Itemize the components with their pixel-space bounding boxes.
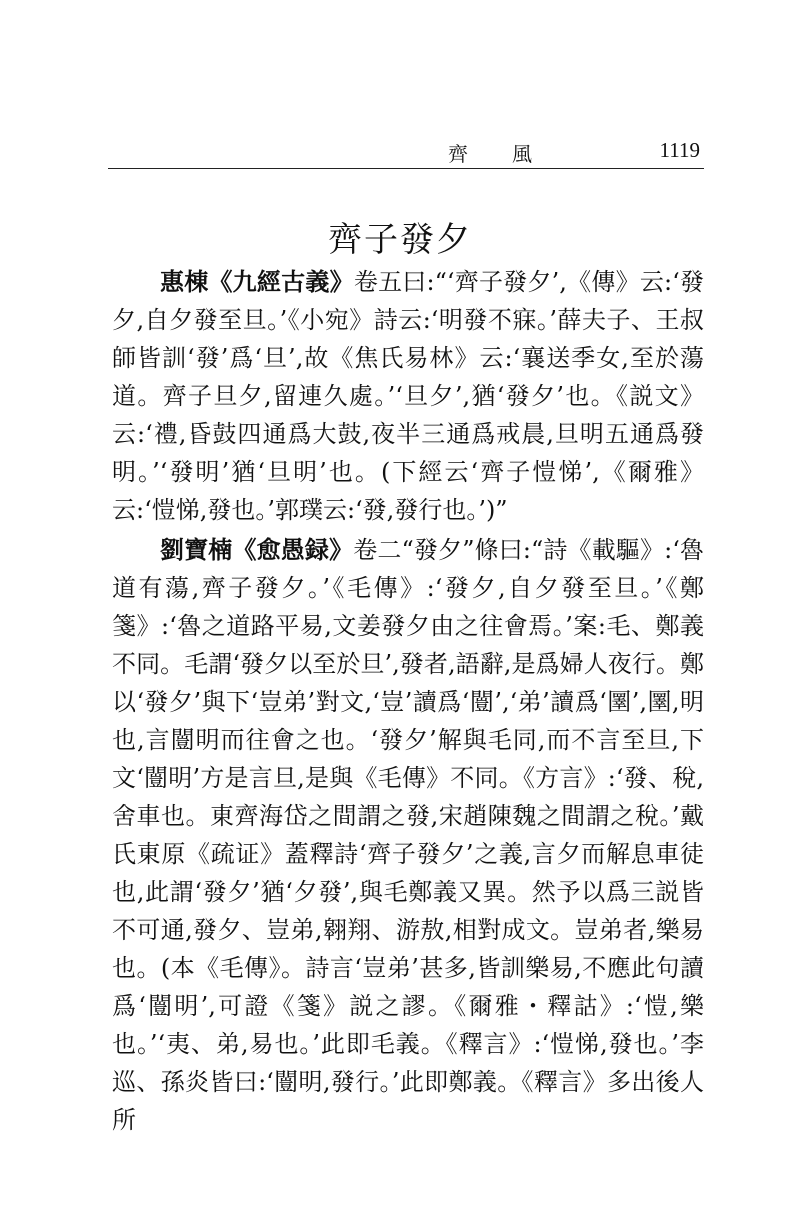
article-body bbox=[112, 263, 704, 1139]
paragraph-author: 惠棟《九經古義》 bbox=[160, 267, 354, 296]
running-header bbox=[108, 128, 704, 169]
article-title: 齊子發夕 bbox=[328, 220, 472, 260]
running-title: 齊風 bbox=[448, 142, 576, 166]
paragraph bbox=[112, 531, 704, 1139]
page-number: 1119 bbox=[659, 138, 700, 162]
paragraph-text: 卷五曰:“‘齊子發夕’,《傳》云:‘發夕,自夕發至旦。’《小宛》詩云:‘明發不寐。’薛夫子、王叔師皆訓‘發’爲‘旦’,故《焦氏易林》云:‘襄送季女,至於蕩道。齊子旦夕,留連久處。’‘旦夕’,猶‘發夕’也。《説文》云:‘禮,昏鼓四通爲大鼓,夜半三通爲戒晨,旦明五通爲發明。’‘發明’猶‘旦明’也。(下經云‘齊子愷悌’,《爾雅》云:‘愷悌,發也。’郭璞云:‘發,發行也。’)” bbox=[112, 268, 705, 524]
paragraph-author: 劉寶楠《愈愚録》 bbox=[160, 535, 354, 564]
paragraph bbox=[112, 263, 704, 529]
paragraph-text: 卷二“發夕”條曰:“詩《載驅》:‘魯道有蕩,齊子發夕。’《毛傳》:‘發夕,自夕發至旦。’《鄭箋》:‘魯之道路平易,文姜發夕由之往會焉。’案:毛、鄭義不同。毛謂‘發夕以至於旦’,發者,語辭,是爲婦人夜行。鄭以‘發夕’與下‘豈弟’對文,‘豈’讀爲‘闓’,‘弟’讀爲‘圛’,圛,明也,言闓明而往會之也。‘發夕’解與毛同,而不言至旦,下文‘闓明’方是言旦,是與《毛傳》不同。《方言》:‘發、稅,舍車也。東齊海岱之間謂之發,宋趙陳魏之間謂之稅。’戴氏東原《疏证》蓋釋詩‘齊子發夕’之義,言夕而解息車徒也,此謂‘發夕’猶‘夕發’,與毛鄭義又異。然予以爲三説皆不可通,發夕、豈弟,翱翔、游敖,相對成文。豈弟者,樂易也。(本《毛傳》。詩言‘豈弟’甚多,皆訓樂易,不應此句讀爲‘闓明’,可證《箋》説之謬。《爾雅・釋詁》:‘愷,樂也。’‘夷、弟,易也。’此即毛義。《釋言》:‘愷悌,發也。’李巡、孫炎皆曰:‘闓明,發行。’此即鄭義。《釋言》多出後人所 bbox=[112, 536, 705, 1134]
